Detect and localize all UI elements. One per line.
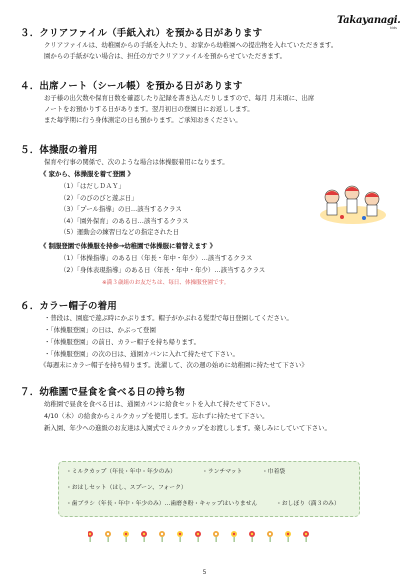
section-4-line: また毎学期に行う身体測定の日も預かります。ご承知おきください。: [44, 116, 242, 124]
section-3-line: クリアファイルは、幼稚園からの手紙を入れたり、お家から幼稚園への提出物を入れていただきます。: [44, 41, 338, 49]
belongings-item: ・おはしセット（はし、スプーン、フォーク）: [66, 485, 187, 491]
belongings-item: ・ランチマット: [202, 469, 243, 475]
uniform-item: （2）「身体表現指導」のある日（年長・年中・年少）…該当するクラス: [60, 266, 266, 274]
belongings-item: ・歯ブラシ（年長・年中・年少のみ）…歯磨き粉・キャップはいりません: [66, 501, 258, 507]
section-6-item: ・「体操服登園」の次の日は、通園カバンに入れて持たせて下さい。: [44, 350, 239, 358]
kindergarten-logo: [337, 8, 401, 30]
logo-subtext: kids: [389, 26, 397, 30]
home-item: （2）「のびのびと遊ぶ日」: [60, 194, 138, 202]
section-4-line: お子様の出欠数や保育日数を確認したり記録を書き込んだりしますので、毎月 月末頃に、出席: [44, 94, 315, 102]
section-4-line: ノートをお預かりする日があります。翌月初日の登園日にお返しします。: [44, 105, 254, 113]
home-item: （3）「プール指導」の日…該当するクラス: [60, 205, 182, 213]
section-7-line: 幼稚園で昼食を食べる日は、通園カバンに給食セットを入れて持たせて下さい。: [44, 400, 275, 408]
uniform-item: （1）「体操指導」のある日（年長・年中・年少）…該当するクラス: [60, 254, 253, 262]
belongings-item: ・おしぼり（満３のみ）: [276, 501, 340, 507]
home-item: （5）運動会の練習日などの指定された日: [60, 228, 180, 236]
section-7-line: 新入園、年少への進級のお友達は入園式でミルクカップをお渡しします。楽しみにしていて下さい。: [44, 424, 331, 432]
section-6-item: ・「体操服登園」の日は、かぶって登園: [44, 326, 156, 334]
section-7-line: 4/10（木）の給食からミルクカップを使用します。忘れずに持たせて下さい。: [44, 412, 269, 420]
section-6-item: 《毎週末にカラー帽子を持ち帰ります。洗濯して、次の週の始めに幼稚園に持たせて下さい》: [40, 361, 308, 369]
logo-word: Takayanagi.: [337, 15, 401, 26]
home-item: （4）「園外保育」のある日…該当するクラス: [60, 217, 189, 225]
belongings-item: ・巾着袋: [262, 469, 286, 475]
section-5-note: ※満３歳組のお友だちは、毎日、体操服登園です。: [102, 280, 230, 286]
section-5-intro: 保育や行事の関係で、次のような場合は体操服着用になります。: [44, 158, 229, 166]
home-heading: 《 家から、体操服を着て登園 》: [40, 170, 134, 178]
kids-illustration-icon: [318, 177, 388, 225]
uniform-heading: 《 制服登園で体操服を持参→幼稚園で体操服に着替えます 》: [40, 242, 216, 250]
page-number: 5: [202, 569, 207, 576]
section-4-title: ４．出席ノート（シール帳）を預かる日があります: [20, 81, 243, 92]
section-3-line: 園からの手紙がない場合は、担任の方でクリアファイルを預からせていただきます。: [44, 52, 287, 60]
section-3-title: ３．クリアファイル（手紙入れ）を預かる日があります: [20, 28, 263, 39]
home-item: （1）「はだしＤＡＹ」: [60, 182, 125, 190]
belongings-item: ・ミルクカップ（年長・年中・年少のみ）: [66, 469, 176, 475]
section-7-title: ７．幼稚園で昼食を食べる日の持ち物: [20, 387, 185, 398]
flower-row-icon: [88, 528, 320, 542]
section-5-title: ５．体操服の着用: [20, 145, 98, 156]
section-6-item: ・「体操服登園」の前日、カラー帽子を持ち帰ります。: [44, 338, 201, 346]
section-6-title: ６．カラー帽子の着用: [20, 301, 118, 312]
section-6-item: ・普段は、園庭で遊ぶ時にかぶります。帽子がかぶれる髪型で毎日登園してください。: [44, 314, 293, 322]
